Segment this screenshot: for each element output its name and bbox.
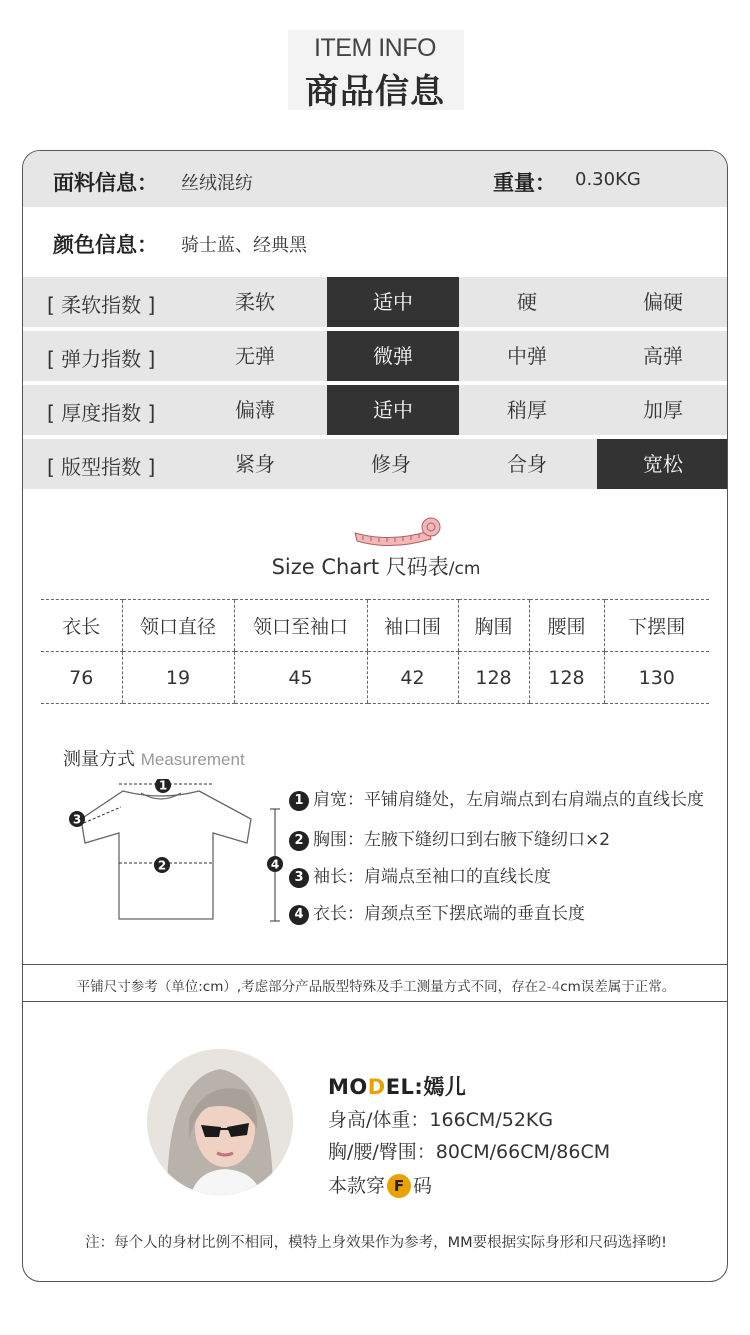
measurement-item — [289, 899, 585, 925]
size-value-cell: 76 — [41, 652, 122, 704]
size-chart-unit: /cm — [448, 559, 481, 579]
size-chart-title-en: Size Chart — [271, 555, 380, 579]
fabric-label: 面料信息： — [53, 171, 158, 195]
shirt-outline — [81, 791, 251, 919]
index-option-selected: 宽松 — [597, 439, 728, 489]
size-value-cell: 130 — [604, 652, 709, 704]
svg-text:3: 3 — [72, 812, 82, 827]
note-text-range: 2-4 — [538, 979, 561, 995]
number-badge: 2 — [289, 831, 309, 851]
measurement-item-text: ：肩端点至袖口的直线长度 — [347, 867, 551, 887]
measurement-note — [23, 975, 728, 995]
model-measurements: 胸/腰/臀围：80CM/66CM/86CM — [328, 1141, 611, 1163]
index-option: 偏硬 — [643, 290, 683, 314]
model-wear-size — [328, 1171, 432, 1198]
measurement-title-cn: 测量方式 — [63, 749, 135, 770]
number-badge: 1 — [289, 791, 309, 811]
size-header-cell: 袖口围 — [367, 600, 458, 652]
softness-index-row — [23, 277, 728, 327]
fabric-row — [23, 151, 728, 207]
measurement-title — [63, 745, 245, 771]
model-name-value: 嫣儿 — [423, 1075, 467, 1099]
index-option: 无弹 — [235, 344, 275, 368]
size-table-value-row — [41, 652, 709, 704]
size-header-cell: 腰围 — [529, 600, 604, 652]
info-card — [22, 150, 728, 1282]
color-label: 颜色信息： — [53, 233, 158, 257]
size-chart-title-cn: 尺码表 — [385, 555, 449, 579]
size-value-cell: 45 — [234, 652, 367, 704]
svg-text:4: 4 — [270, 857, 280, 872]
index-option: 硬 — [517, 290, 537, 314]
fabric-value: 丝绒混纺 — [181, 173, 253, 194]
header-title-cn: 商品信息 — [305, 72, 445, 112]
diagram-marker-3 — [69, 811, 85, 827]
svg-text:2: 2 — [157, 858, 167, 873]
shirt-diagram — [53, 779, 283, 927]
size-header-cell: 胸围 — [458, 600, 529, 652]
index-title: [ 柔软指数 ] — [47, 293, 156, 317]
size-table — [41, 599, 709, 704]
index-option: 高弹 — [643, 344, 683, 368]
index-option-selected: 适中 — [327, 385, 459, 435]
measurement-item-text: ：左腋下缝纫口到右腋下缝纫口×2 — [347, 830, 611, 850]
size-value-cell: 128 — [458, 652, 529, 704]
measurement-item-text: ：肩颈点至下摆底端的垂直长度 — [347, 904, 585, 924]
size-chart-title — [23, 551, 728, 581]
measurement-item-label: 衣长 — [313, 904, 347, 924]
size-header-cell: 领口至袖口 — [234, 600, 367, 652]
index-title: [ 厚度指数 ] — [47, 401, 156, 425]
header-title-en: ITEM INFO — [314, 34, 436, 62]
index-option: 修身 — [371, 452, 411, 476]
measurement-item-label: 胸围 — [313, 830, 347, 850]
size-header-cell: 领口直径 — [122, 600, 234, 652]
note-text-end: cm误差属于正常。 — [560, 979, 676, 995]
size-value-cell: 42 — [367, 652, 458, 704]
diagram-marker-4 — [267, 856, 283, 872]
model-label-m: M — [328, 1075, 350, 1099]
measurement-item — [289, 785, 704, 811]
index-option: 合身 — [507, 452, 547, 476]
weight-value: 0.30KG — [575, 169, 641, 190]
model-height-weight: 身高/体重：166CM/52KG — [328, 1109, 554, 1131]
model-photo — [147, 1049, 293, 1195]
bottom-note: 注：每个人的身材比例不相同，模特上身效果作为参考，MM要根据实际身形和尺码选择哟! — [85, 1235, 667, 1251]
index-option: 柔软 — [235, 290, 275, 314]
index-option-selected: 微弹 — [327, 331, 459, 381]
size-header-cell: 衣长 — [41, 600, 122, 652]
index-title: [ 弹力指数 ] — [47, 347, 156, 371]
elasticity-index-row — [23, 331, 728, 381]
model-name — [328, 1071, 466, 1101]
measuring-tape-icon — [351, 517, 447, 547]
size-header-cell: 下摆围 — [604, 600, 709, 652]
index-option: 加厚 — [643, 398, 683, 422]
note-text-start: 平铺尺寸参考（单位:cm）,考虑部分产品版型特殊及手工测量方式不同，存在 — [76, 979, 539, 995]
measurement-note-band — [23, 964, 728, 1002]
color-value: 骑士蓝、经典黑 — [181, 235, 307, 256]
measurement-title-en: Measurement — [140, 750, 245, 769]
thickness-index-row — [23, 385, 728, 435]
number-badge: 4 — [289, 905, 309, 925]
index-option: 偏薄 — [235, 398, 275, 422]
measurement-item-label: 袖长 — [313, 867, 347, 887]
model-label-tail: EL: — [385, 1075, 424, 1099]
size-badge: F — [387, 1174, 411, 1198]
model-avatar — [147, 1049, 293, 1195]
svg-text:1: 1 — [158, 779, 168, 793]
index-option-selected: 适中 — [327, 277, 459, 327]
number-badge: 3 — [289, 868, 309, 888]
wear-size-suffix: 码 — [413, 1175, 433, 1197]
measurement-item-label: 肩宽 — [313, 790, 347, 810]
item-info-header — [0, 0, 750, 140]
model-label-o: O — [349, 1075, 368, 1099]
fit-index-row — [23, 439, 728, 489]
measurement-item — [289, 862, 551, 888]
index-option: 紧身 — [235, 452, 275, 476]
wear-size-prefix: 本款穿 — [328, 1175, 386, 1197]
size-value-cell: 128 — [529, 652, 604, 704]
diagram-marker-2 — [154, 857, 170, 873]
measurement-item — [289, 825, 610, 851]
size-table-header-row — [41, 600, 709, 652]
model-label-d: D — [367, 1075, 386, 1099]
measurement-item-text: ：平铺肩缝处，左肩端点到右肩端点的直线长度 — [347, 790, 704, 810]
index-option: 稍厚 — [507, 398, 547, 422]
weight-label: 重量： — [493, 171, 556, 195]
index-title: [ 版型指数 ] — [47, 455, 156, 479]
size-value-cell: 19 — [122, 652, 234, 704]
diagram-marker-1 — [155, 779, 171, 793]
color-row — [23, 207, 728, 275]
index-option: 中弹 — [507, 344, 547, 368]
